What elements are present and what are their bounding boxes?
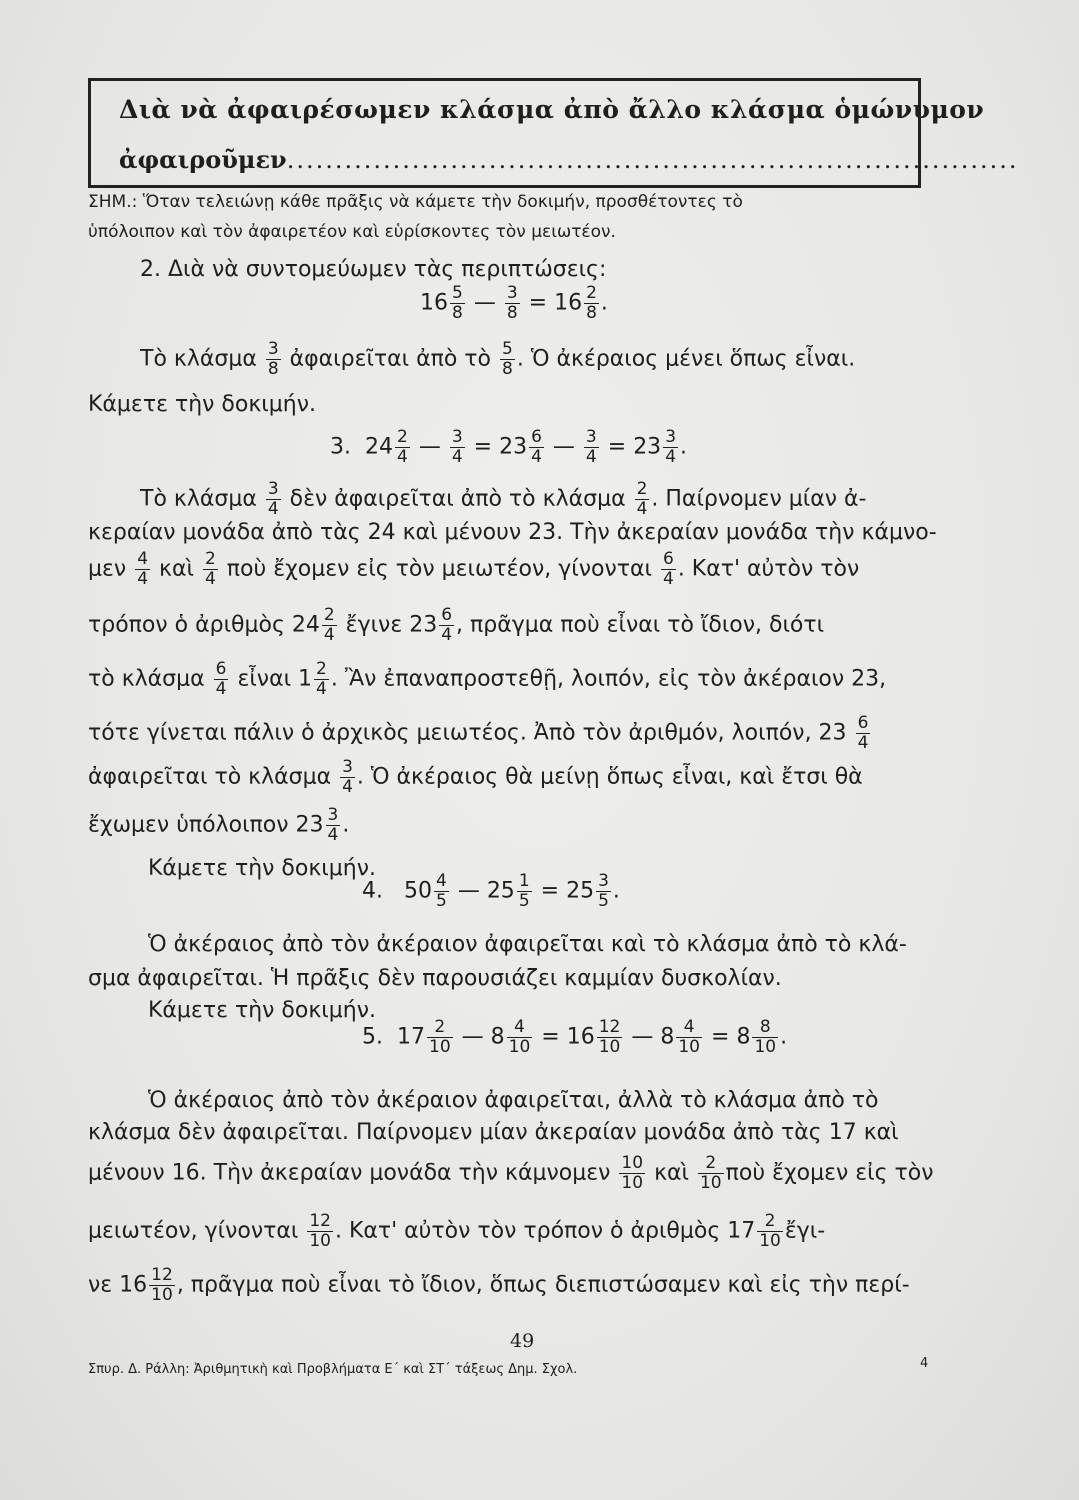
numerator: 2 bbox=[698, 1154, 724, 1174]
fraction bbox=[856, 714, 871, 753]
text: μεν bbox=[88, 556, 127, 582]
case2-sentence bbox=[140, 340, 855, 379]
fraction bbox=[661, 550, 676, 589]
numerator: 10 bbox=[621, 1153, 644, 1173]
minus-sign: — bbox=[631, 1024, 654, 1050]
numerator: 3 bbox=[342, 757, 353, 777]
text: ἔγι- bbox=[784, 1218, 826, 1244]
numerator: 3 bbox=[585, 427, 597, 447]
minus-sign: — bbox=[552, 434, 575, 460]
fraction bbox=[395, 428, 410, 467]
text: τότε γίνεται πάλιν ὁ ἀρχικὸς μειωτέος. Ἀπὸ τὸν ἀριθμόν, λοιπόν, 23 bbox=[88, 720, 847, 746]
fraction bbox=[266, 480, 281, 519]
minus-sign: — bbox=[457, 878, 480, 904]
numerator: 6 bbox=[531, 427, 542, 447]
fraction bbox=[676, 1018, 702, 1057]
denominator: 8 bbox=[502, 359, 513, 379]
text: . Ὁ ἀκέραιος μένει ὅπως εἶναι. bbox=[516, 346, 856, 372]
denominator: 4 bbox=[857, 733, 869, 753]
numerator: 6 bbox=[441, 605, 453, 625]
eq-number: 16 bbox=[554, 290, 583, 316]
fraction bbox=[584, 284, 599, 323]
denominator: 10 bbox=[598, 1037, 621, 1057]
case4-line-2: σμα ἀφαιρεῖται. Ἡ πρᾶξις δὲν παρουσιάζει καμμίαν δυσκολίαν. bbox=[88, 966, 782, 991]
para3-line-4 bbox=[88, 606, 824, 645]
eq-number: 8 bbox=[490, 1024, 505, 1050]
equals-sign: = bbox=[541, 1024, 560, 1050]
para3-line-2: κεραίαν μονάδα ἀπὸ τὰς 24 καὶ μένουν 23. Τὴν ἀκεραίαν μονάδα τὴν κάμνο- bbox=[88, 520, 937, 545]
text: μένουν 16. Τὴν ἀκεραίαν μονάδα τὴν κάμνομεν bbox=[88, 1160, 611, 1186]
fraction bbox=[322, 606, 337, 645]
text: δὲν ἀφαιρεῖται ἀπὸ τὸ κλάσμα bbox=[289, 486, 626, 512]
para3-check: Κάμετε τὴν δοκιμήν. bbox=[148, 856, 376, 881]
denominator: 8 bbox=[267, 359, 279, 379]
fraction bbox=[203, 550, 218, 589]
period: . bbox=[612, 878, 620, 904]
case5-line-5 bbox=[88, 1266, 910, 1305]
text: εἶναι 1 bbox=[237, 666, 313, 692]
numerator: 8 bbox=[752, 1018, 778, 1038]
minus-sign: — bbox=[418, 434, 441, 460]
numerator: 3 bbox=[598, 871, 609, 891]
fraction bbox=[619, 1154, 645, 1193]
text: . Κατ' αὐτὸν τὸν bbox=[677, 556, 860, 582]
numerator: 2 bbox=[757, 1212, 783, 1232]
case5-line-3 bbox=[88, 1154, 934, 1193]
denominator: 5 bbox=[435, 891, 447, 911]
fraction bbox=[517, 872, 532, 911]
page-number: 49 bbox=[510, 1330, 535, 1352]
period: . bbox=[780, 1024, 788, 1050]
para3-line-5 bbox=[88, 660, 886, 699]
numerator: 2 bbox=[323, 605, 335, 625]
text: . Ὁ ἀκέραιος θὰ μείνῃ ὅπως εἶναι, καὶ ἔτσι θὰ bbox=[356, 764, 863, 790]
equals-sign: = bbox=[528, 290, 548, 316]
eq-number: 16 bbox=[566, 1024, 595, 1050]
text: τρόπον ὁ ἀριθμὸς 24 bbox=[88, 612, 320, 638]
eq-number: 50 bbox=[403, 878, 432, 904]
text: , πρᾶγμα ποὺ εἶναι τὸ ἴδιον, διότι bbox=[456, 612, 825, 638]
period: . bbox=[600, 290, 608, 316]
numerator: 2 bbox=[204, 549, 216, 569]
text: . Κατ' αὐτὸν τὸν τρόπον ὁ ἀριθμὸς 17 bbox=[334, 1218, 756, 1244]
case5-equation bbox=[362, 1018, 787, 1057]
denominator: 10 bbox=[759, 1231, 781, 1251]
footer-sheet: 4 bbox=[920, 1356, 929, 1371]
rule-box bbox=[88, 78, 1019, 188]
minus-sign: — bbox=[461, 1024, 484, 1050]
numerator: 3 bbox=[267, 479, 279, 499]
text: ἀφαιρεῖται ἀπὸ τὸ bbox=[289, 346, 492, 372]
footer-credit: Σπυρ. Δ. Ράλλη: Ἀριθμητικὴ καὶ Προβλήματα Ε΄ καὶ ΣΤ΄ τάξεως Δημ. Σχολ. bbox=[88, 1362, 578, 1377]
denominator: 10 bbox=[508, 1037, 531, 1057]
eq-number: 23 bbox=[633, 434, 662, 460]
numerator: 6 bbox=[857, 713, 869, 733]
denominator: 5 bbox=[598, 891, 609, 911]
para3-line-6 bbox=[88, 714, 872, 753]
denominator: 4 bbox=[204, 569, 216, 589]
fraction bbox=[427, 1018, 453, 1057]
denominator: 4 bbox=[665, 447, 677, 467]
denominator: 4 bbox=[137, 569, 149, 589]
fraction bbox=[752, 1018, 778, 1057]
case2-heading: 2. Διὰ νὰ συντομεύωμεν τὰς περιπτώσεις: bbox=[140, 257, 607, 282]
eq-number: 8 bbox=[736, 1024, 751, 1050]
case5-line-4 bbox=[88, 1212, 825, 1251]
numerator: 12 bbox=[151, 1265, 173, 1285]
text: . bbox=[342, 812, 350, 838]
period: . bbox=[680, 434, 688, 460]
numerator: 2 bbox=[397, 427, 408, 447]
numerator: 5 bbox=[452, 283, 463, 303]
case2-check: Κάμετε τὴν δοκιμήν. bbox=[88, 392, 316, 417]
denominator: 4 bbox=[267, 499, 279, 519]
numerator: 2 bbox=[316, 659, 327, 679]
fraction bbox=[135, 550, 150, 589]
denominator: 4 bbox=[215, 679, 227, 699]
numerator: 2 bbox=[636, 479, 648, 499]
text: ἔχωμεν ὑπόλοιπον 23 bbox=[88, 812, 324, 838]
fraction bbox=[596, 872, 611, 911]
case5-line-2: κλάσμα δὲν ἀφαιρεῖται. Παίρνομεν μίαν ἀκεραίαν μονάδα ἀπὸ τὰς 17 καὶ bbox=[88, 1120, 899, 1145]
eq-number: 16 bbox=[420, 290, 448, 316]
case4-line-1: Ὁ ἀκέραιος ἀπὸ τὸν ἀκέραιον ἀφαιρεῖται καὶ τὸ κλάσμα ἀπὸ τὸ κλά- bbox=[148, 932, 907, 957]
para3-line-3 bbox=[88, 550, 859, 589]
text: καὶ bbox=[654, 1160, 689, 1186]
denominator: 4 bbox=[531, 447, 542, 467]
case2-equation bbox=[420, 284, 608, 323]
minus-sign: — bbox=[473, 290, 496, 316]
eq-number: 24 bbox=[365, 434, 393, 460]
numerator: 4 bbox=[507, 1018, 533, 1038]
text: Τὸ κλάσμα bbox=[140, 346, 257, 372]
numerator: 4 bbox=[676, 1018, 702, 1038]
equals-sign: = bbox=[711, 1024, 730, 1050]
para3-line-1 bbox=[140, 480, 866, 519]
denominator: 4 bbox=[316, 679, 327, 699]
numerator: 4 bbox=[435, 871, 447, 891]
fraction bbox=[698, 1154, 724, 1193]
fraction bbox=[663, 428, 678, 467]
note-line-2: ὑπόλοιπον καὶ τὸν ἀφαιρετέον καὶ εὑρίσκοντες τὸν μειωτέον. bbox=[88, 222, 616, 242]
para3-line-8 bbox=[88, 806, 349, 845]
numerator: 6 bbox=[215, 659, 227, 679]
numerator: 3 bbox=[327, 805, 339, 825]
numerator: 12 bbox=[309, 1211, 331, 1231]
fraction bbox=[326, 806, 341, 845]
fraction bbox=[307, 1212, 333, 1251]
denominator: 10 bbox=[151, 1285, 173, 1305]
text: καὶ bbox=[159, 556, 194, 582]
fraction bbox=[507, 1018, 533, 1057]
denominator: 10 bbox=[309, 1231, 331, 1251]
case-number: 4. bbox=[362, 878, 383, 904]
text: . Παίρνομεν μίαν ἀ- bbox=[651, 486, 867, 512]
case4-check: Κάμετε τὴν δοκιμήν. bbox=[148, 998, 376, 1023]
text: . Ἂν ἐπαναπροστεθῇ, λοιπόν, εἰς τὸν ἀκέραιον 23, bbox=[330, 666, 887, 692]
text: νε 16 bbox=[88, 1272, 148, 1298]
numerator: 3 bbox=[506, 283, 518, 303]
fraction bbox=[149, 1266, 175, 1305]
fraction bbox=[450, 428, 465, 467]
denominator: 5 bbox=[518, 891, 530, 911]
denominator: 10 bbox=[429, 1037, 451, 1057]
case3-equation bbox=[330, 428, 687, 467]
text: ἀφαιρεῖται τὸ κλάσμα bbox=[88, 764, 332, 790]
equals-sign: = bbox=[607, 434, 627, 460]
text: ἔγινε 23 bbox=[345, 612, 438, 638]
eq-number: 25 bbox=[486, 878, 515, 904]
numerator: 6 bbox=[662, 549, 674, 569]
text: ποὺ ἔχομεν εἰς τὸν μειωτέον, γίνονται bbox=[226, 556, 652, 582]
denominator: 10 bbox=[699, 1173, 722, 1193]
text: Τὸ κλάσμα bbox=[140, 486, 257, 512]
numerator: 1 bbox=[518, 871, 530, 891]
denominator: 10 bbox=[678, 1037, 700, 1057]
numerator: 4 bbox=[137, 549, 149, 569]
text: , πρᾶγμα ποὺ εἶναι τὸ ἴδιον, ὅπως διεπιστώσαμεν καὶ εἰς τὴν περί- bbox=[176, 1272, 910, 1298]
denominator: 4 bbox=[327, 825, 339, 845]
fraction bbox=[500, 340, 515, 379]
denominator: 10 bbox=[754, 1037, 777, 1057]
case5-line-1: Ὁ ἀκέραιος ἀπὸ τὸν ἀκέραιον ἀφαιρεῖται, ἀλλὰ τὸ κλάσμα ἀπὸ τὸ bbox=[148, 1088, 879, 1113]
denominator: 4 bbox=[585, 447, 597, 467]
text: τὸ κλάσμα bbox=[88, 666, 205, 692]
denominator: 4 bbox=[662, 569, 674, 589]
fraction bbox=[505, 284, 520, 323]
text: μειωτέον, γίνονται bbox=[88, 1218, 299, 1244]
fraction bbox=[340, 758, 355, 797]
rule-title: Διὰ νὰ ἀφαιρέσωμεν κλάσμα ἀπὸ ἄλλο κλάσμα ὁμώνυμον bbox=[119, 95, 985, 124]
para3-line-7 bbox=[88, 758, 863, 797]
rule-dots: ............................................................................ bbox=[286, 146, 1019, 174]
denominator: 8 bbox=[452, 303, 463, 323]
eq-number: 8 bbox=[660, 1024, 675, 1050]
denominator: 4 bbox=[451, 447, 463, 467]
denominator: 10 bbox=[621, 1173, 644, 1193]
fraction bbox=[635, 480, 650, 519]
denominator: 4 bbox=[342, 777, 353, 797]
equals-sign: = bbox=[473, 434, 493, 460]
fraction bbox=[529, 428, 544, 467]
case-number: 3. bbox=[330, 434, 351, 460]
denominator: 4 bbox=[636, 499, 648, 519]
fraction bbox=[450, 284, 465, 323]
fraction bbox=[584, 428, 599, 467]
eq-number: 17 bbox=[397, 1024, 425, 1050]
rule-subtitle bbox=[119, 145, 1019, 174]
numerator: 5 bbox=[502, 339, 513, 359]
denominator: 8 bbox=[506, 303, 518, 323]
note-line-1: ΣΗΜ.: Ὅταν τελειώνῃ κάθε πρᾶξις νὰ κάμετε τὴν δοκιμήν, προσθέτοντες τὸ bbox=[88, 192, 743, 212]
fraction bbox=[214, 660, 229, 699]
fraction bbox=[314, 660, 329, 699]
denominator: 4 bbox=[397, 447, 408, 467]
numerator: 2 bbox=[427, 1018, 453, 1038]
equals-sign: = bbox=[540, 878, 560, 904]
case4-equation bbox=[362, 872, 620, 911]
eq-number: 23 bbox=[499, 434, 528, 460]
fraction bbox=[757, 1212, 783, 1251]
rule-subtitle-text: ἀφαιροῦμεν bbox=[119, 145, 287, 174]
denominator: 8 bbox=[586, 303, 597, 323]
numerator: 3 bbox=[267, 339, 279, 359]
fraction bbox=[434, 872, 449, 911]
numerator: 3 bbox=[665, 427, 677, 447]
denominator: 4 bbox=[441, 625, 453, 645]
fraction bbox=[439, 606, 454, 645]
denominator: 4 bbox=[323, 625, 335, 645]
case-number: 5. bbox=[362, 1024, 383, 1050]
text: ποὺ ἔχομεν εἰς τὸν bbox=[725, 1160, 934, 1186]
numerator: 3 bbox=[451, 427, 463, 447]
numerator: 12 bbox=[598, 1017, 621, 1037]
fraction bbox=[266, 340, 281, 379]
numerator: 2 bbox=[586, 283, 597, 303]
fraction bbox=[597, 1018, 623, 1057]
eq-number: 25 bbox=[566, 878, 595, 904]
